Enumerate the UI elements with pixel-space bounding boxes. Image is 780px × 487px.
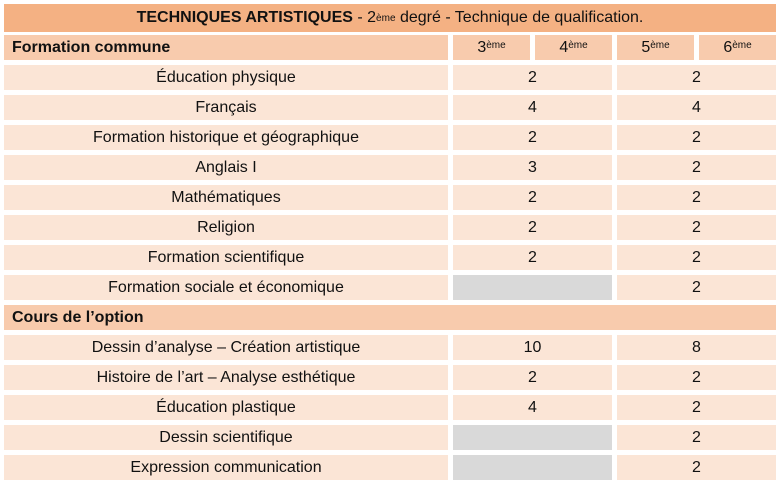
year-number: 4 bbox=[559, 38, 569, 56]
year-suffix: ème bbox=[650, 40, 670, 51]
hours-cell-3rd-degree: 2 bbox=[617, 275, 776, 300]
hours-cell-2nd-degree: 4 bbox=[453, 395, 612, 420]
year-number: 6 bbox=[723, 38, 733, 56]
hours-cell-3rd-degree: 2 bbox=[617, 455, 776, 480]
hours-cell-3rd-degree: 2 bbox=[617, 395, 776, 420]
hours-cell-3rd-degree: 2 bbox=[617, 215, 776, 240]
hours-cell-2nd-degree: 10 bbox=[453, 335, 612, 360]
hours-cell-2nd-degree: 2 bbox=[453, 125, 612, 150]
hours-cell-3rd-degree: 4 bbox=[617, 95, 776, 120]
year-header-4 bbox=[535, 35, 612, 60]
subject-cell: Religion bbox=[4, 215, 448, 240]
subject-cell: Formation sociale et économique bbox=[4, 275, 448, 300]
subject-cell: Mathématiques bbox=[4, 185, 448, 210]
hours-cell-2nd-degree: 2 bbox=[453, 245, 612, 270]
subject-cell: Dessin scientifique bbox=[4, 425, 448, 450]
year-suffix: ème bbox=[486, 40, 506, 51]
year-suffix: ème bbox=[568, 40, 588, 51]
hours-cell-2nd-degree: 2 bbox=[453, 215, 612, 240]
hours-cell-3rd-degree: 2 bbox=[617, 425, 776, 450]
hours-cell-2nd-degree: 4 bbox=[453, 95, 612, 120]
section-label: Formation commune bbox=[12, 38, 171, 56]
title-option-name: TECHNIQUES ARTISTIQUES bbox=[136, 9, 353, 26]
subject-cell: Expression communication bbox=[4, 455, 448, 480]
hours-cell-3rd-degree: 2 bbox=[617, 125, 776, 150]
table-title bbox=[4, 4, 776, 32]
empty-hours-cell bbox=[453, 455, 612, 480]
year-number: 3 bbox=[477, 38, 487, 56]
hours-cell-3rd-degree: 2 bbox=[617, 185, 776, 210]
hours-cell-3rd-degree: 2 bbox=[617, 155, 776, 180]
subject-cell: Éducation plastique bbox=[4, 395, 448, 420]
subject-cell: Éducation physique bbox=[4, 65, 448, 90]
section-header-cours-option bbox=[4, 305, 776, 330]
hours-cell-3rd-degree: 8 bbox=[617, 335, 776, 360]
empty-hours-cell bbox=[453, 275, 612, 300]
year-suffix: ème bbox=[732, 40, 752, 51]
title-sep: - 2 bbox=[352, 9, 377, 26]
title-sup: ème bbox=[376, 12, 396, 24]
subject-cell: Français bbox=[4, 95, 448, 120]
section-header-formation-commune bbox=[4, 35, 448, 60]
subject-cell: Anglais I bbox=[4, 155, 448, 180]
year-header-3 bbox=[453, 35, 530, 60]
subject-cell: Histoire de l’art – Analyse esthétique bbox=[4, 365, 448, 390]
year-header-6 bbox=[699, 35, 776, 60]
subject-cell: Dessin d’analyse – Création artistique bbox=[4, 335, 448, 360]
hours-cell-2nd-degree: 3 bbox=[453, 155, 612, 180]
hours-cell-3rd-degree: 2 bbox=[617, 245, 776, 270]
year-number: 5 bbox=[641, 38, 651, 56]
hours-cell-2nd-degree: 2 bbox=[453, 365, 612, 390]
subject-cell: Formation scientifique bbox=[4, 245, 448, 270]
hours-cell-3rd-degree: 2 bbox=[617, 365, 776, 390]
title-rest: degré - Technique de qualification. bbox=[395, 9, 644, 26]
year-header-5 bbox=[617, 35, 694, 60]
empty-hours-cell bbox=[453, 425, 612, 450]
hours-cell-2nd-degree: 2 bbox=[453, 185, 612, 210]
hours-cell-2nd-degree: 2 bbox=[453, 65, 612, 90]
subject-cell: Formation historique et géographique bbox=[4, 125, 448, 150]
hours-cell-3rd-degree: 2 bbox=[617, 65, 776, 90]
section-label: Cours de l’option bbox=[12, 308, 144, 326]
